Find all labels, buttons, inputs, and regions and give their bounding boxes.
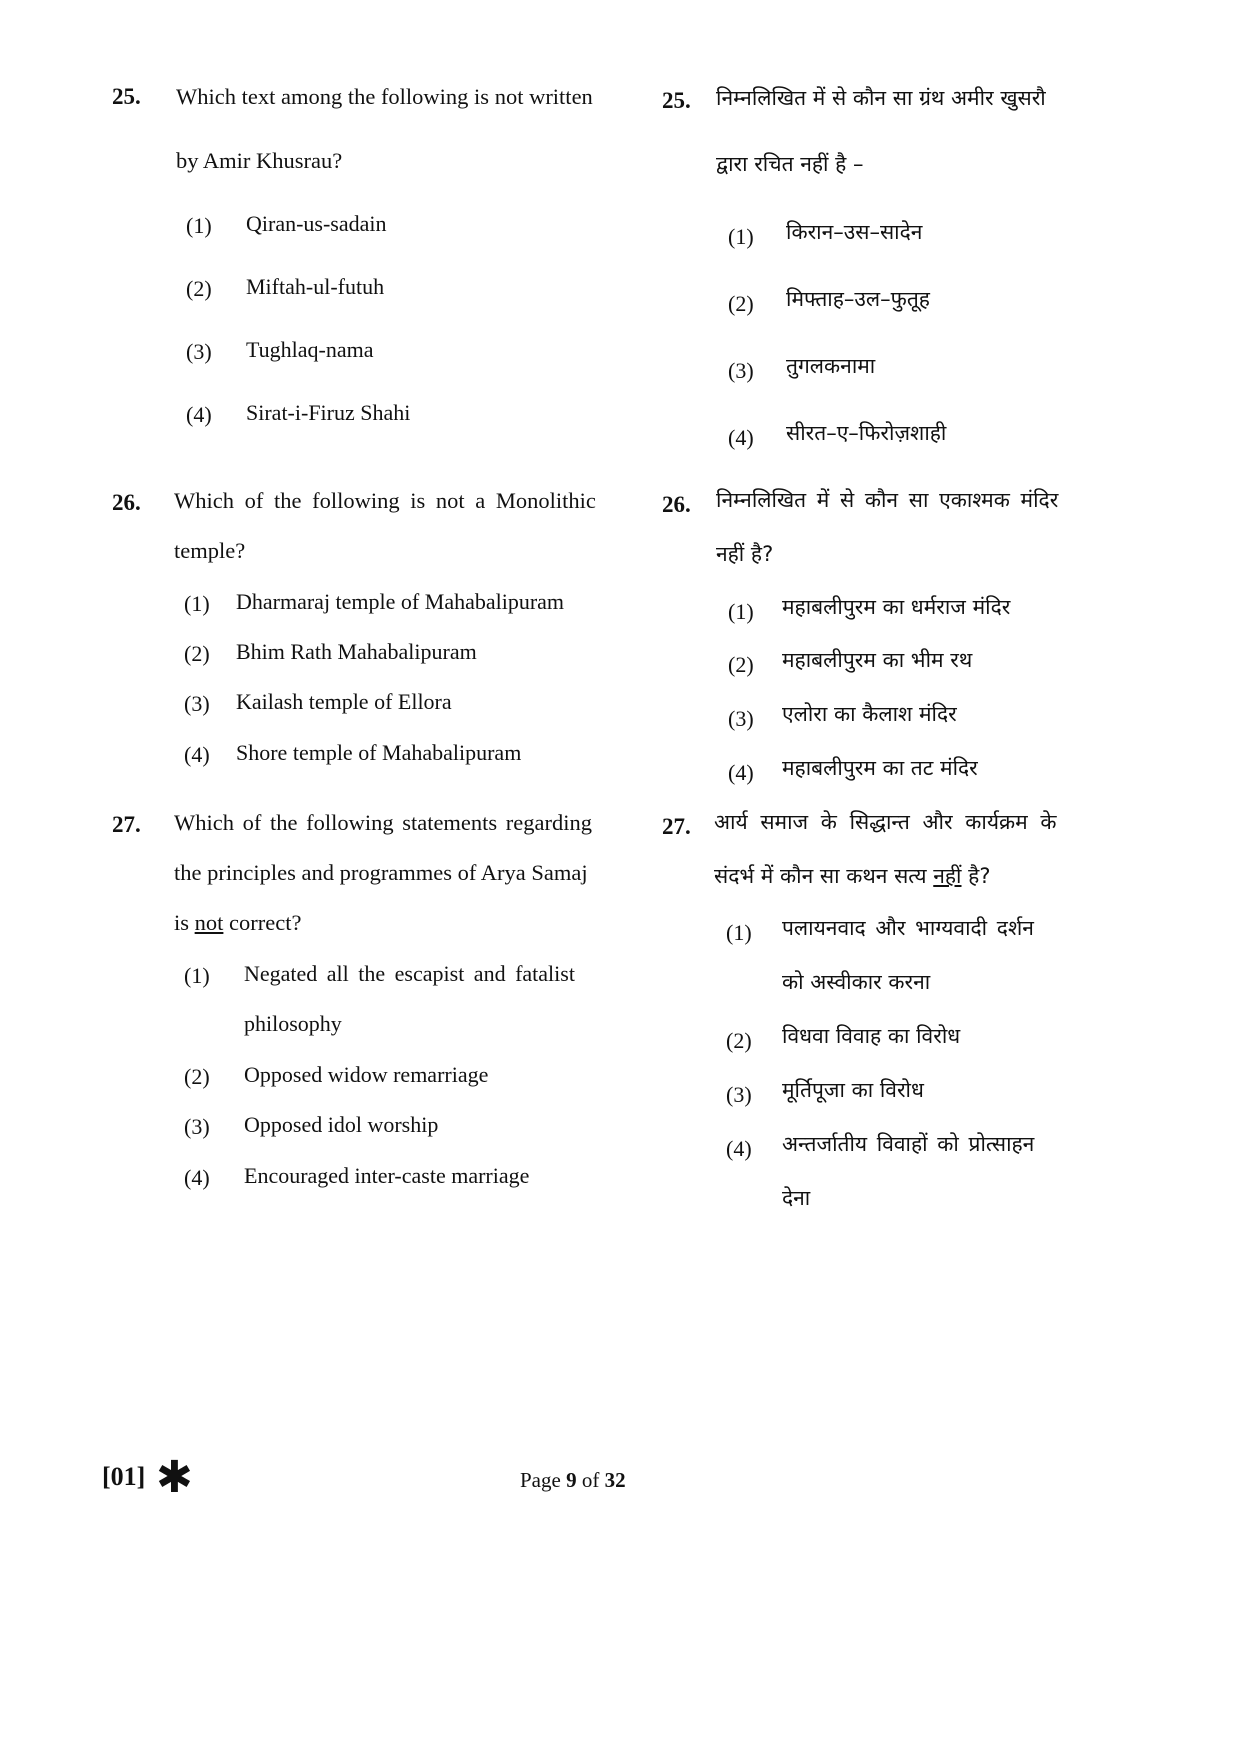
option-number: (3) <box>726 1082 752 1107</box>
page-label: Page <box>520 1468 567 1492</box>
question-number: 26. <box>112 490 141 515</box>
question-number: 27. <box>662 814 691 839</box>
option-number: (4) <box>726 1136 752 1161</box>
option-number: (2) <box>184 1064 210 1089</box>
option-text: Tughlaq-nama <box>246 337 374 362</box>
option-text: Bhim Rath Mahabalipuram <box>236 639 477 664</box>
option-number: (3) <box>728 358 754 383</box>
option-number: (3) <box>728 706 754 731</box>
question-number: 25. <box>662 88 691 113</box>
option-number: (1) <box>728 224 754 249</box>
stem-underlined-word: not <box>194 910 224 935</box>
option-text: Negated all the escapist and fatalist <box>244 961 575 986</box>
option-number: (4) <box>184 1165 210 1190</box>
question-stem-line: the principles and programmes of Arya Samaj <box>174 860 588 885</box>
total-pages: 32 <box>604 1468 626 1492</box>
question-stem-line: Which text among the following is not written <box>176 84 593 109</box>
option-text: पलायनवाद और भाग्यवादी दर्शन <box>782 916 1034 940</box>
option-text: किरान–उस–सादेन <box>786 220 923 244</box>
option-text: एलोरा का कैलाश मंदिर <box>782 702 957 726</box>
option-number: (2) <box>728 652 754 677</box>
page-number <box>520 1468 626 1493</box>
option-text: महाबलीपुरम का तट मंदिर <box>782 756 978 780</box>
stem-text: है? <box>961 864 991 888</box>
stem-text: is <box>174 910 195 935</box>
option-text: Qiran-us-sadain <box>246 211 387 236</box>
option-text: तुगलकनामा <box>786 354 876 378</box>
question-stem-line: द्वारा रचित नहीं है – <box>716 152 864 176</box>
option-number: (1) <box>186 213 212 238</box>
asterisk-icon: ✱ <box>156 1452 193 1503</box>
option-number: (4) <box>728 760 754 785</box>
question-number: 26. <box>662 492 691 517</box>
option-number: (3) <box>184 691 210 716</box>
option-number: (3) <box>184 1114 210 1139</box>
question-number: 27. <box>112 812 141 837</box>
option-text: philosophy <box>244 1011 342 1036</box>
question-stem-line: temple? <box>174 538 246 563</box>
question-stem-line: Which of the following statements regarding <box>174 810 593 835</box>
option-text: विधवा विवाह का विरोध <box>782 1024 961 1048</box>
question-number: 25. <box>112 84 141 109</box>
question-stem-line: Which of the following is not a Monolithic <box>174 488 596 513</box>
option-number: (1) <box>184 591 210 616</box>
question-stem-line: by Amir Khusrau? <box>176 148 343 173</box>
question-stem-line <box>174 912 301 935</box>
page-label: of <box>576 1468 605 1492</box>
option-text: सीरत–ए–फिरोज़शाही <box>786 421 947 445</box>
option-number: (1) <box>184 963 210 988</box>
option-text: मिफ्ताह–उल–फुतूह <box>786 287 930 311</box>
question-stem-line: नहीं है? <box>716 542 774 566</box>
option-number: (2) <box>728 291 754 316</box>
stem-underlined-word: नहीं <box>933 864 962 888</box>
option-number: (1) <box>728 599 754 624</box>
option-number: (4) <box>728 425 754 450</box>
current-page: 9 <box>566 1468 577 1492</box>
question-stem-line: निम्नलिखित में से कौन सा ग्रंथ अमीर खुसरौ <box>716 86 1046 110</box>
option-text: महाबलीपुरम का धर्मराज मंदिर <box>782 595 1011 619</box>
question-stem-line: निम्नलिखित में से कौन सा एकाश्मक मंदिर <box>716 488 1059 512</box>
option-text: मूर्तिपूजा का विरोध <box>782 1078 924 1102</box>
option-number: (4) <box>184 742 210 767</box>
option-text: Opposed widow remarriage <box>244 1062 489 1087</box>
option-text: Encouraged inter-caste marriage <box>244 1163 530 1188</box>
option-number: (2) <box>186 276 212 301</box>
option-text: Dharmaraj temple of Mahabalipuram <box>236 589 565 614</box>
option-number: (3) <box>186 339 212 364</box>
option-text: Opposed idol worship <box>244 1112 439 1137</box>
stem-text: संदर्भ में कौन सा कथन सत्य <box>714 864 934 888</box>
option-text: Shore temple of Mahabalipuram <box>236 740 522 765</box>
option-text: अन्तर्जातीय विवाहों को प्रोत्साहन <box>782 1132 1035 1156</box>
option-text: को अस्वीकार करना <box>782 970 931 994</box>
booklet-code: [01] <box>102 1462 146 1491</box>
option-number: (2) <box>184 641 210 666</box>
option-text: महाबलीपुरम का भीम रथ <box>782 648 973 672</box>
option-number: (2) <box>726 1028 752 1053</box>
question-stem-line: आर्य समाज के सिद्धान्त और कार्यक्रम के <box>714 810 1057 834</box>
option-text: Sirat-i-Firuz Shahi <box>246 400 411 425</box>
option-text: Kailash temple of Ellora <box>236 689 452 714</box>
option-number: (1) <box>726 920 752 945</box>
question-stem-line <box>714 866 990 887</box>
stem-text: correct? <box>223 910 302 935</box>
option-text: देना <box>782 1186 811 1210</box>
option-number: (4) <box>186 402 212 427</box>
option-text: Miftah-ul-futuh <box>246 274 385 299</box>
